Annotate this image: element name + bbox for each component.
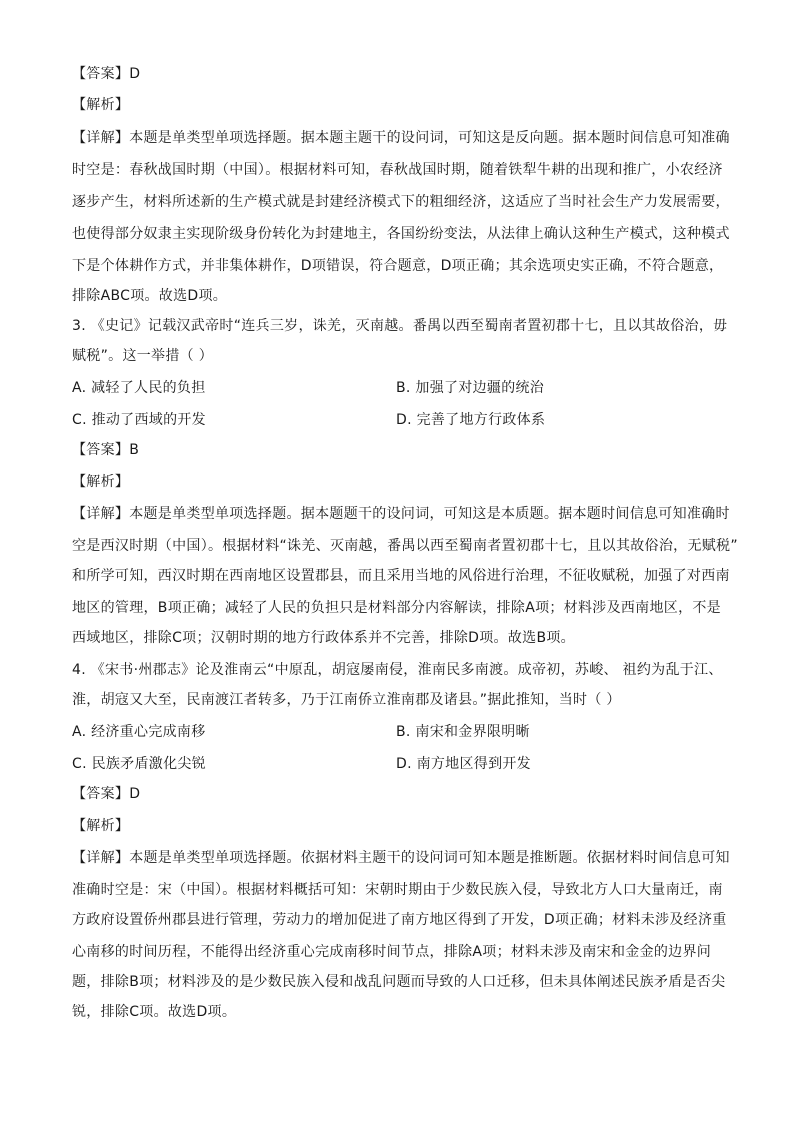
q4-option-a: A. 经济重心完成南移 — [72, 724, 206, 740]
q4-detail-line: 【详解】本题是单类型单项选择题。依据材料主题干的设问词可知本题是推断题。依据材料时间信息可知 — [72, 850, 730, 866]
q3-detail-line: 地区的管理，B项正确；减轻了人民的负担只是材料部分内容解读，排除A项；材料涉及西南地区，不是 — [72, 600, 721, 616]
q3-answer: 【答案】B — [72, 442, 140, 458]
q4-detail-line: 心南移的时间历程，不能得出经济重心完成南移时间节点，排除A项；材料未涉及南宋和金金的边界问 — [72, 944, 712, 960]
q3-option-c: C. 推动了西域的开发 — [72, 412, 206, 428]
q4-analysis-label: 【解析】 — [72, 818, 130, 834]
q3-analysis-label: 【解析】 — [72, 474, 130, 490]
q3-option-a: A. 减轻了人民的负担 — [72, 380, 206, 396]
q4-option-b: B. 南宋和金界限明晰 — [396, 724, 530, 740]
q3-option-d: D. 完善了地方行政体系 — [396, 412, 546, 428]
q4-detail-line: 题，排除B项；材料涉及的是少数民族入侵和战乱问题而导致的人口迁移，但未具体阐述民族矛盾是否尖 — [72, 974, 726, 990]
q4-stem: 4. 《宋书·州郡志》论及淮南云“中原乱，胡寇屡南侵，淮南民多南渡。成帝初，苏峻、 祖约为乱于江、 — [72, 662, 723, 678]
q2-analysis-label: 【解析】 — [72, 97, 130, 113]
q3-stem: 3. 《史记》记载汉武帝时“连兵三岁，诛羌，灭南越。番禺以西至蜀南者置初郡十七，且以其故俗治，毋 — [72, 318, 728, 334]
q3-detail-line: 西域地区，排除C项；汉朝时期的地方行政体系并不完善，排除D项。故选B项。 — [72, 630, 575, 646]
q3-stem: 赋税”。这一举措（ ） — [72, 348, 214, 364]
q4-answer: 【答案】D — [72, 786, 141, 802]
q3-detail-line: 空是西汉时期（中国）。根据材料“诛羌、灭南越，番禺以西至蜀南者置初郡十七，且以其故俗治，无赋税” — [72, 538, 738, 554]
q4-detail-line: 方政府设置侨州郡县进行管理，劳动力的增加促进了南方地区得到了开发，D项正确；材料未涉及经济重 — [72, 912, 727, 928]
q4-option-d: D. 南方地区得到开发 — [396, 756, 531, 772]
q2-detail-line: 也使得部分奴隶主实现阶级身份转化为封建地主，各国纷纷变法，从法律上确认这种生产模式，这种模式 — [72, 226, 730, 242]
q3-option-b: B. 加强了对边疆的统治 — [396, 380, 545, 396]
q2-detail-line: 逐步产生，材料所述新的生产模式就是封建经济模式下的粗细经济，这适应了当时社会生产力发展需要， — [72, 194, 730, 210]
q2-answer: 【答案】D — [72, 66, 141, 82]
q2-detail-line: 排除ABC项。故选D项。 — [72, 288, 228, 304]
q4-stem: 淮，胡寇又大至，民南渡江者转多，乃于江南侨立淮南郡及诸县。”据此推知，当时（ ） — [72, 692, 621, 708]
q4-option-c: C. 民族矛盾激化尖锐 — [72, 756, 206, 772]
q4-detail-line: 准确时空是：宋（中国）。根据材料概括可知：宋朝时期由于少数民族入侵，导致北方人口大量南迁，南 — [72, 882, 723, 898]
q2-detail-line: 【详解】本题是单类型单项选择题。据本题主题干的设问词，可知这是反向题。据本题时间信息可知准确 — [72, 130, 730, 146]
q2-detail-line: 下是个体耕作方式，并非集体耕作，D项错误，符合题意，D项正确；其余选项史实正确，不符合题意， — [72, 258, 724, 274]
q3-detail-line: 和所学可知，西汉时期在西南地区设置郡县，而且采用当地的风俗进行治理，不征收赋税，加强了对西南 — [72, 568, 730, 584]
q3-detail-line: 【详解】本题是单类型单项选择题。据本题题干的设问词，可知这是本质题。据本题时间信息可知准确时 — [72, 506, 730, 522]
q2-detail-line: 时空是：春秋战国时期（中国）。根据材料可知，春秋战国时期，随着铁犁牛耕的出现和推广，小农经济 — [72, 162, 723, 178]
q4-detail-line: 锐，排除C项。故选D项。 — [72, 1004, 237, 1020]
